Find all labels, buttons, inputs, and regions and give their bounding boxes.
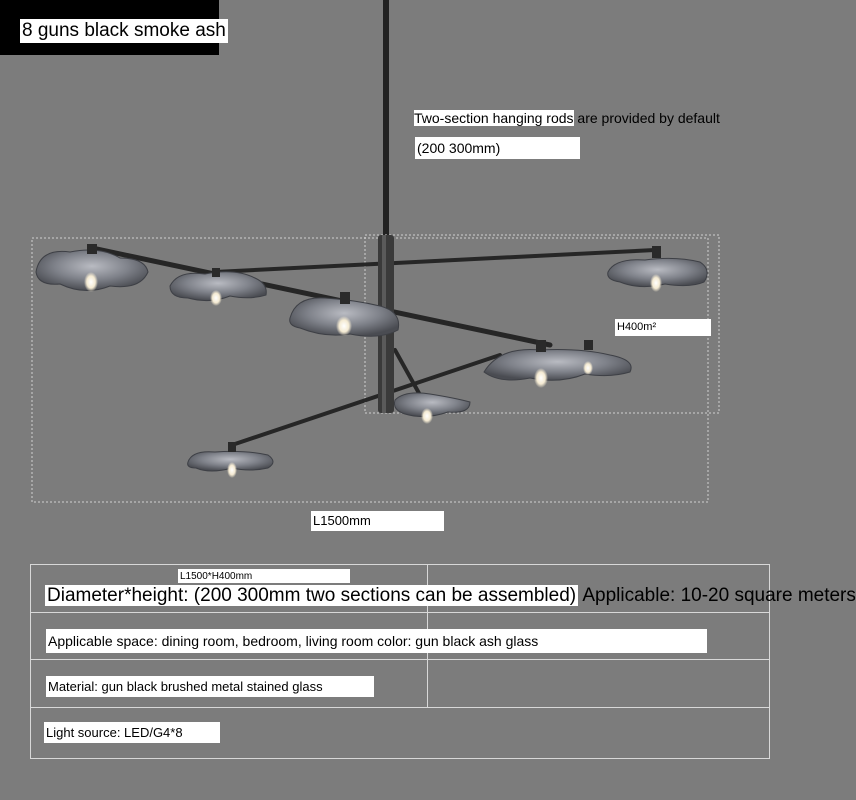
spec-size-small: L1500*H400mm xyxy=(178,569,350,583)
spec-diameter-height-row xyxy=(45,581,856,611)
spec-table-row-divider xyxy=(30,612,770,613)
spec-applicable-space: Applicable space: dining room, bedroom, living room color: gun black ash glass xyxy=(46,629,707,653)
title-bar xyxy=(0,0,226,55)
shade-1 xyxy=(36,244,148,292)
rods-note-highlight: Two-section hanging rods xyxy=(414,110,574,126)
shade-7 xyxy=(188,442,273,478)
spec-light-source: Light source: LED/G4*8 xyxy=(44,722,220,743)
spec-table-row-divider xyxy=(30,707,770,708)
hanging-rod xyxy=(383,0,389,240)
shade-5 xyxy=(484,340,631,388)
height-dimension-label: H400m² xyxy=(615,319,711,336)
shade-6 xyxy=(394,393,470,424)
chandelier-arms xyxy=(92,248,655,445)
shade-2 xyxy=(170,268,266,306)
rod-lengths-label: (200 300mm) xyxy=(415,137,580,159)
rods-note-rest: are provided by default xyxy=(573,110,720,126)
glass-shades xyxy=(36,244,707,478)
spec-table-row-divider xyxy=(30,659,770,660)
spec-applicable-area: Applicable: 10-20 square meters xyxy=(578,585,856,606)
product-title: 8 guns black smoke ash xyxy=(22,20,226,41)
rods-note xyxy=(414,108,720,128)
spec-material: Material: gun black brushed metal stained glass xyxy=(46,676,374,697)
length-dimension-label: L1500mm xyxy=(311,511,444,531)
spec-diameter-height: Diameter*height: (200 300mm two sections can be assembled) xyxy=(47,585,577,606)
